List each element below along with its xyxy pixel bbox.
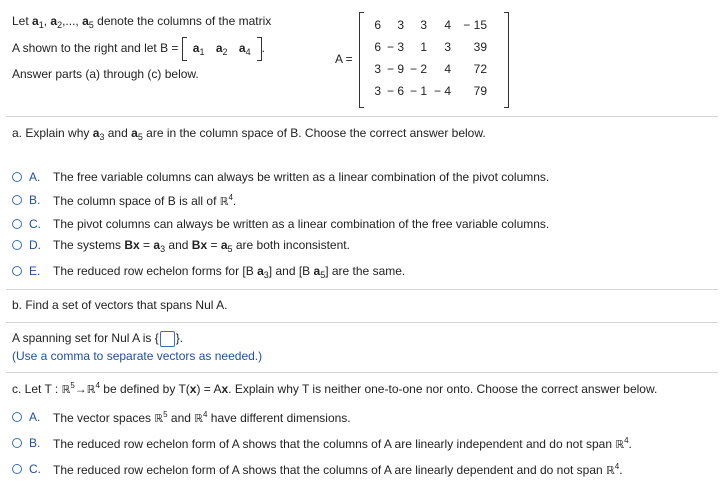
part-a-question: a. Explain why $a_3$ and $a_5$ are in the column space of B. Choose the correct answer below. <box>12 126 486 142</box>
radio-button[interactable] <box>12 172 22 182</box>
answer-input-box[interactable] <box>160 331 175 347</box>
intro-line-1: Let $a_1$, $a_2$,..., $a_5$ denote the columns of the matrix <box>12 14 272 30</box>
radio-button[interactable] <box>12 464 22 474</box>
radio-button[interactable] <box>12 438 22 448</box>
matrix-label: A = <box>335 52 353 66</box>
radio-button[interactable] <box>12 219 22 229</box>
matrix-row: 6 3 3 4 − 15 <box>374 18 487 32</box>
matrix-b-vector: $a_1$ $a_2$ $a_4$ <box>182 37 262 59</box>
radio-button[interactable] <box>12 240 22 250</box>
part-b-answer-line: A spanning set for Nul A is { }. <box>12 331 184 346</box>
matrix-a <box>359 12 509 106</box>
radio-button[interactable] <box>12 412 22 422</box>
matrix-row: 3 − 9 − 2 4 72 <box>374 62 487 76</box>
matrix-row: 6 − 3 1 3 39 <box>374 40 487 54</box>
intro-line-2: A shown to the right and let B = $a_1$ $a_2$ $a_4$ . <box>12 37 265 59</box>
divider <box>6 116 718 117</box>
divider <box>6 289 718 290</box>
part-b-question: b. Find a set of vectors that spans Nul A. <box>12 298 228 312</box>
divider <box>6 372 718 373</box>
divider <box>6 322 718 323</box>
radio-button[interactable] <box>12 266 22 276</box>
part-c-question: c. Let T : ℝ$^5$→ℝ$^4$ be defined by T(x) = Ax. Explain why T is neither one-to-one nor onto. Choose the correct answer below. <box>12 381 658 396</box>
part-b-hint: (Use a comma to separate vectors as needed.) <box>12 349 263 363</box>
radio-button[interactable] <box>12 195 22 205</box>
matrix-row: 3 − 6 − 1 − 4 79 <box>374 84 487 98</box>
intro-line-3: Answer parts (a) through (c) below. <box>12 67 199 81</box>
